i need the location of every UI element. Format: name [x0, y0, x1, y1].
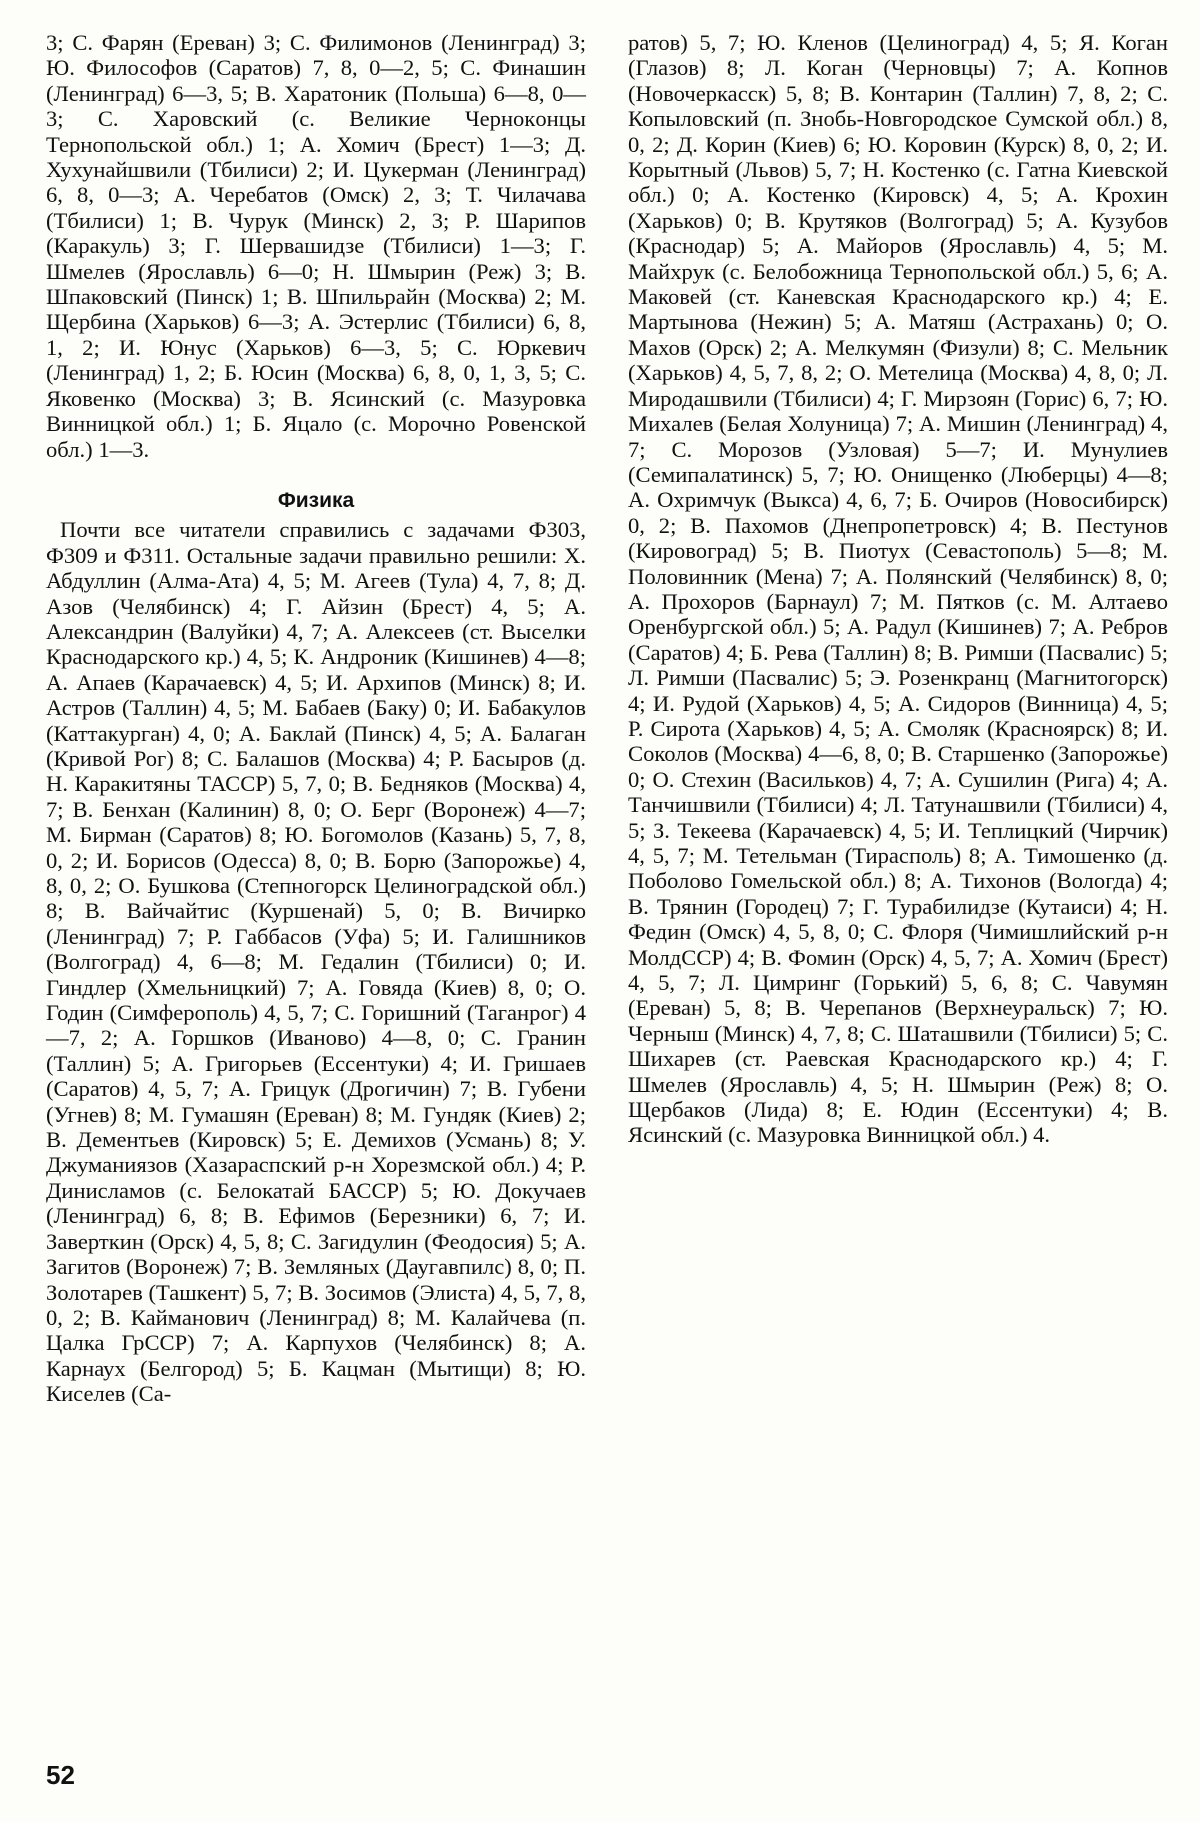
physics-solvers-continuation: ратов) 5, 7; Ю. Кленов (Целиноград) 4, 5; Я. Коган (Глазов) 8; Л. Коган (Черновцы) 7; А. Копнов (Новочеркасск) 5, 8; В. Контарин (Таллин) 7, 8, 2; С. Копыловский (п. Знобь-Новгородское Сумской обл.) 8, 0, 2; Д. Корин (Киев) 6; Ю. Коровин (Курск) 8, 0, 2; И. Корытный (Львов) 5, 7; Н. Костенко (с. Гатна Киевской обл.) 0; А. Костенко (Кировск) 4, 5; А. Крохин (Харьков) 0; В. Крутяков (Волгоград) 5; А. Кузубов (Краснодар) 5; А. Майоров (Ярославль) 4, 5; М. Майхрук (с. Белобожница Тернопольской обл.) 5, 6; А. Маковей (ст. Каневская Краснодарского кр.) 4; Е. Мартынова (Нежин) 5; А. Матяш (Астрахань) 0; О. Махов (Орск) 2; А. Мелкумян (Физули) 8; С. Мельник (Харьков) 4, 5, 7, 8, 2; О. Метелица (Москва) 4, 8, 0; Л. Миродашвили (Тбилиси) 4; Г. Мирзоян (Горис) 6, 7; Ю. Михалев (Белая Холуница) 7; А. Мишин (Ленинград) 4, 7; С. Морозов (Узловая) 5—7; И. Мунулиев (Семипалатинск) 5, 7; Ю. Онищенко (Люберцы) 4—8; А. Охримчук (Выкса) 4, 6, 7; Б. Очиров (Новосибирск) 0, 2; В. Пахомов (Днепропетровск) 4; В. Пестунов (Кировоград) 5; В. Пиотух (Севастополь) 5—8; М. Половинник (Мена) 7; А. Полянский (Челябинск) 8, 0; А. Прохоров (Барнаул) 7; М. Пятков (с. М. Алтаево Оренбургской обл.) 5; А. Радул (Кишинев) 7; А. Ребров (Саратов) 4; Б. Рева (Таллин) 8; В. Римши (Пасвалис) 5; Л. Римши (Пасвалис) 5; Э. Розенкранц (Магнитогорск) 4; И. Рудой (Харьков) 4, 5; А. Сидоров (Винница) 4, 5; Р. Сирота (Харьков) 4, 5; А. Смоляк (Красноярск) 8; И. Соколов (Москва) 4—6, 8, 0; В. Старшенко (Запорожье) 0; О. Стехин (Васильков) 4, 7; А. Сушилин (Рига) 4; А. Танчишвили (Тбилиси) 4; Л. Татунашвили (Тбилиси) 4, 5; З. Текеева (Карачаевск) 4, 5; И. Теплицкий (Чирчик) 4, 5, 7; М. Тетельман (Тирасполь) 8; А. Тимошенко (д. Поболово Гомельской обл.) 8; А. Тихонов (Вологда) 4; В. Трянин (Городец) 7; Г. Турабилидзе (Кутаиси) 4; Н. Федин (Омск) 4, 5, 8, 0; С. Флоря (Чимишлийский р-н МолдССР) 4; В. Фомин (Орск) 4, 5, 7; А. Хомич (Брест) 4, 5, 7; Л. Цимринг (Горький) 5, 6, 8; С. Чавумян (Ереван) 5, 8; В. Черепанов (Верхнеуральск) 7; Ю. Черныш (Минск) 4, 7, 8; С. Шаташвили (Тбилиси) 5; С. Шихарев (ст. Раевская Краснодарского кр.) 4; Г. Шмелев (Ярославль) 4, 5; Н. Шмырин (Реж) 8; О. Щербаков (Лида) 8; Е. Юдин (Ессентуки) 4; В. Ясинский (с. Мазуровка Винницкой обл.) 4.: [628, 30, 1168, 1148]
physics-heading: Физика: [277, 488, 355, 512]
physics-solvers-list: Почти все читатели справились с задачами Ф303, Ф309 и Ф311. Остальные задачи правильно решили: Х. Абдуллин (Алма-Ата) 4, 5; М. Агеев (Тула) 4, 7, 8; Д. Азов (Челябинск) 4; Г. Айзин (Брест) 4, 5; А. Александрин (Валуйки) 4, 7; А. Алексеев (ст. Выселки Краснодарского кр.) 4, 5; К. Андроник (Кишинев) 4—8; А. Апаев (Карачаевск) 4, 5; И. Архипов (Минск) 8; И. Астров (Таллин) 4, 5; М. Бабаев (Баку) 0; И. Бабакулов (Каттакурган) 4, 0; А. Баклай (Пинск) 4, 5; А. Балаган (Кривой Рог) 8; С. Балашов (Москва) 4; Р. Басыров (д. Н. Каракитяны ТАССР) 5, 7, 0; В. Бедняков (Москва) 4, 7; В. Бенхан (Калинин) 8, 0; О. Берг (Воронеж) 4—7; М. Бирман (Саратов) 8; Ю. Богомолов (Казань) 5, 7, 8, 0, 2; И. Борисов (Одесса) 8, 0; В. Борю (Запорожье) 4, 8, 0, 2; О. Бушкова (Степногорск Целиноградской обл.) 8; В. Вайчайтис (Куршенай) 5, 0; В. Вичирко (Ленинград) 7; Р. Габбасов (Уфа) 5; И. Галишников (Волгоград) 4, 6—8; М. Гедалин (Тбилиси) 0; И. Гиндлер (Хмельницкий) 7; А. Говяда (Киев) 8, 0; О. Годин (Симферополь) 4, 5, 7; С. Горишний (Таганрог) 4—7, 2; А. Горшков (Иваново) 4—8, 0; С. Гранин (Таллин) 5; А. Григорьев (Ессентуки) 4; И. Гришаев (Саратов) 4, 5, 7; А. Грицук (Дрогичин) 7; В. Губени (Угнев) 8; М. Гумашян (Ереван) 8; М. Гундяк (Киев) 2; В. Дементьев (Кировск) 5; Е. Демихов (Усмань) 8; У. Джуманиязов (Хазараспский р-н Хорезмской обл.) 4; Р. Динисламов (с. Белокатай БАССР) 5; Ю. Докучаев (Ленинград) 6, 8; В. Ефимов (Березники) 6, 7; И. Заверткин (Орск) 4, 5, 8; С. Загидулин (Феодосия) 5; А. Загитов (Воронеж) 7; В. Земляных (Даугавпилс) 8, 0; П. Золотарев (Ташкент) 5, 7; В. Зосимов (Элиста) 4, 5, 7, 8, 0, 2; В. Кайманович (Ленинград) 8; М. Калайчева (п. Цалка ГрССР) 7; А. Карпухов (Челябинск) 8; А. Карнаух (Белгород) 5; Б. Кацман (Мытищи) 8; Ю. Киселев (Са-: [46, 517, 586, 1407]
right-column: [628, 30, 1168, 1148]
math-solvers-continuation: 3; С. Фарян (Ереван) 3; С. Филимонов (Ленинград) 3; Ю. Философов (Саратов) 7, 8, 0—2, 5; С. Финашин (Ленинград) 6—3, 5; В. Харатоник (Польша) 6—8, 0—3; С. Харовский (с. Великие Чернокoнцы Тернопольской обл.) 1; А. Хомич (Брест) 1—3; Д. Хухунайшвили (Тбилиси) 2; И. Цукерман (Ленинград) 6, 8, 0—3; А. Черебатов (Омск) 2, 3; Т. Чилачава (Тбилиси) 1; В. Чурук (Минск) 2, 3; Р. Шарипов (Каракуль) 3; Г. Шервашидзе (Тбилиси) 1—3; Г. Шмелев (Ярославль) 6—0; Н. Шмырин (Реж) 3; В. Шпаковский (Пинск) 1; В. Шпильрайн (Москва) 2; М. Щербина (Харьков) 6—3; А. Эстерлис (Тбилиси) 6, 8, 1, 2; И. Юнус (Харьков) 6—3, 5; С. Юркевич (Ленинград) 1, 2; Б. Юсин (Москва) 6, 8, 0, 1, 3, 5; С. Яковенко (Москва) 3; В. Ясинский (с. Мазуровка Винницкой обл.) 1; Б. Яцало (с. Морочно Ровенской обл.) 1—3.: [46, 30, 586, 462]
page-number: 52: [46, 1760, 75, 1790]
left-column: [46, 30, 586, 1407]
